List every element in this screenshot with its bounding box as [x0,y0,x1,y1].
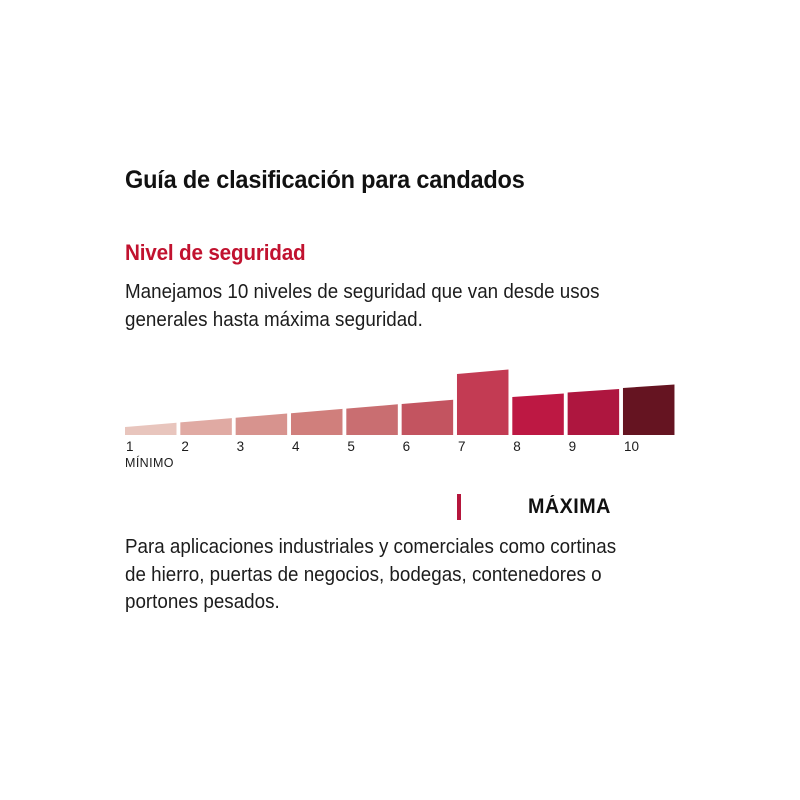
intro-paragraph [125,278,599,334]
text-line: portones pesados. [125,591,280,613]
level-bar-10 [623,385,675,436]
level-number-9: 9 [568,439,577,454]
applications-paragraph [125,534,616,617]
level-number-6: 6 [402,439,411,454]
level-number-7: 7 [457,439,466,454]
text-line: Manejamos 10 niveles de seguridad que van desde usos [125,281,600,303]
level-number-1: 1 [126,439,134,454]
maxima-label: MÁXIMA [528,495,611,518]
minimo-label: MÍNIMO [125,456,174,470]
level-number-3: 3 [236,439,245,454]
level-bar-7 [457,370,509,436]
level-number-5: 5 [347,439,355,454]
text-line: generales hasta máxima seguridad. [125,309,423,331]
security-level-heading: Nivel de seguridad [125,240,306,265]
text-line: de hierro, puertas de negocios, bodegas, contenedores o [125,563,602,586]
level-bar-3 [236,414,288,436]
level-bar-2 [180,418,232,435]
security-level-chart [0,350,800,480]
level-number-2: 2 [181,439,189,454]
security-level-chart-wrap [0,350,800,480]
level-bar-6 [402,400,454,435]
level-bar-1 [125,423,177,435]
level-number-4: 4 [291,439,300,454]
maxima-tick-mark [457,494,461,520]
level-number-10: 10 [623,439,640,454]
maxima-row [0,493,800,521]
level-bar-5 [346,404,398,435]
level-bar-4 [291,409,343,435]
level-number-8: 8 [513,439,521,454]
page-title: Guía de clasificación para candados [125,166,525,194]
level-bar-9 [568,389,620,435]
text-line: Para aplicaciones industriales y comerciales como cortinas [125,536,617,558]
level-bar-8 [512,394,564,436]
